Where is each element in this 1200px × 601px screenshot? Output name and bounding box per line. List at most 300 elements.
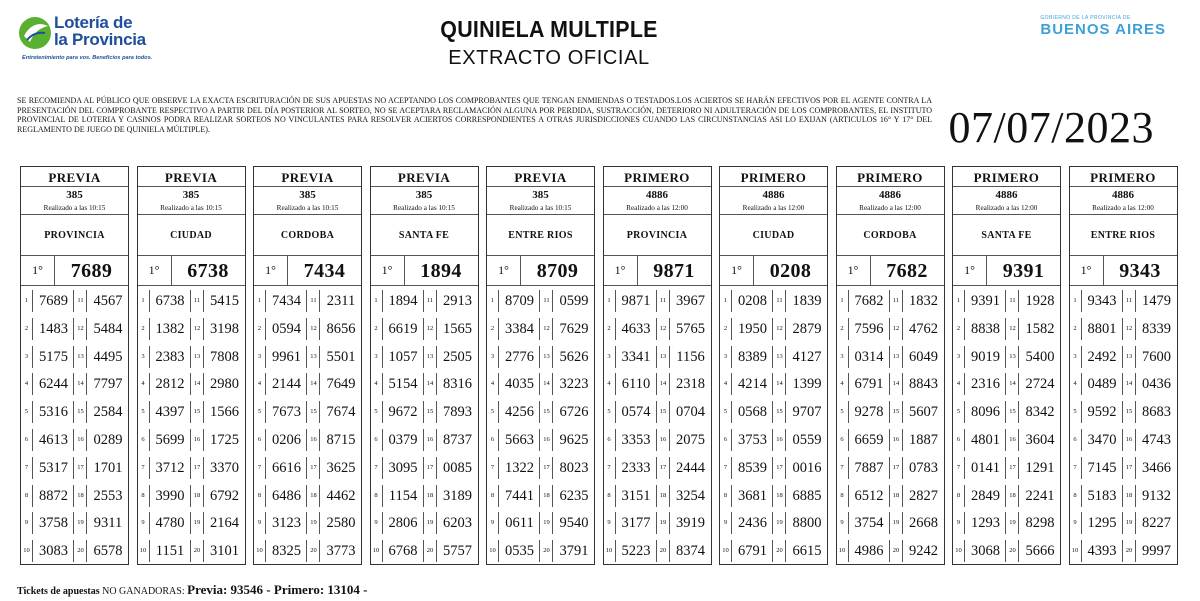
jurisdiction-name: PROVINCIA <box>604 215 711 256</box>
prize-number: 0289 <box>93 431 123 448</box>
prize-position: 7 <box>138 457 150 479</box>
prize-cell <box>487 457 540 479</box>
prize-position: 9 <box>487 512 499 534</box>
prize-cell <box>837 401 890 423</box>
prize-number: 2436 <box>738 515 767 532</box>
prize-cell <box>192 512 245 534</box>
prize-position: 15 <box>1007 401 1019 423</box>
prize-number: 2668 <box>909 515 938 532</box>
prize-position: 5 <box>254 401 266 423</box>
prize-number: 1322 <box>505 459 534 476</box>
prize-number: 5626 <box>559 348 589 365</box>
prize-number: 8656 <box>326 320 356 337</box>
prize-number: 3198 <box>210 320 239 337</box>
prize-position: 18 <box>192 485 204 507</box>
prize-position: 20 <box>1124 540 1136 562</box>
result-column <box>253 166 362 565</box>
result-column <box>20 166 129 565</box>
draw-name: PRIMERO <box>720 167 827 187</box>
prize-position: 3 <box>487 346 499 368</box>
prize-cell <box>138 318 191 340</box>
prize-position: 18 <box>1007 485 1019 507</box>
prize-position: 14 <box>774 373 786 395</box>
prize-position: 15 <box>1124 401 1136 423</box>
prize-position: 20 <box>192 540 204 562</box>
draw-time: Realizado a las 10:15 <box>21 203 128 215</box>
prize-position: 11 <box>541 290 553 312</box>
prize-cell <box>425 485 478 507</box>
prize-cell <box>541 457 594 479</box>
prize-position: 5 <box>837 401 849 423</box>
prize-position: 14 <box>891 373 903 395</box>
prize-position: 20 <box>774 540 786 562</box>
prize-position: 9 <box>604 512 616 534</box>
prize-number: 3177 <box>621 515 651 532</box>
prize-position: 1 <box>953 290 965 312</box>
draw-time: Realizado a las 10:15 <box>254 203 361 215</box>
prize-row <box>720 287 827 315</box>
prize-cell <box>254 457 307 479</box>
prize-number: 3370 <box>210 459 239 476</box>
prize-row <box>1070 370 1177 398</box>
prize-cell <box>541 346 594 368</box>
prize-cell <box>487 318 540 340</box>
prize-row <box>371 370 478 398</box>
prize-number: 9540 <box>559 515 589 532</box>
prize-number: 9997 <box>1142 543 1171 560</box>
prize-row <box>487 398 594 426</box>
prize-cell <box>604 290 657 312</box>
prize-number: 2812 <box>155 376 185 393</box>
prize-row <box>254 426 361 454</box>
page-subtitle: EXTRACTO OFICIAL <box>448 47 650 69</box>
prize-row <box>254 537 361 565</box>
prize-cell <box>658 373 711 395</box>
prize-number: 1295 <box>1087 515 1117 532</box>
prize-number: 5765 <box>676 320 705 337</box>
prize-row <box>254 398 361 426</box>
prize-cell <box>254 290 307 312</box>
prize-position: 7 <box>1070 457 1082 479</box>
draw-time: Realizado a las 12:00 <box>953 203 1060 215</box>
prize-cell <box>837 540 890 562</box>
prize-cell <box>425 318 478 340</box>
prize-number: 7893 <box>443 404 472 421</box>
prize-position: 6 <box>604 429 616 451</box>
prize-number: 4127 <box>792 348 822 365</box>
prize-number: 1928 <box>1025 293 1055 309</box>
prize-position: 19 <box>425 512 437 534</box>
draw-name: PRIMERO <box>1070 167 1177 187</box>
prize-number: 1479 <box>1142 293 1171 309</box>
prize-position: 11 <box>75 290 87 312</box>
prize-cell <box>953 457 1006 479</box>
prize-number: 0206 <box>272 431 301 448</box>
prize-cell <box>1124 346 1177 368</box>
prize-position: 16 <box>192 429 204 451</box>
prize-cell <box>1070 457 1123 479</box>
prize-cell <box>254 485 307 507</box>
prize-cell <box>953 485 1006 507</box>
result-column <box>952 166 1061 565</box>
prize-position: 1 <box>604 290 616 312</box>
prize-number: 6049 <box>909 348 938 365</box>
prize-cell <box>425 346 478 368</box>
prize-position: 7 <box>371 457 383 479</box>
prize-cell <box>75 290 128 312</box>
prize-cell <box>541 290 594 312</box>
first-prize <box>604 256 711 286</box>
prize-position: 2 <box>371 318 383 340</box>
prize-position: 10 <box>21 540 33 562</box>
prize-number: 3123 <box>272 515 301 532</box>
prize-position: 17 <box>891 457 903 479</box>
prize-cell <box>192 540 245 562</box>
prize-number: 8801 <box>1087 320 1117 337</box>
prize-cell <box>658 485 711 507</box>
prize-cell <box>371 512 424 534</box>
prize-position: 19 <box>541 512 553 534</box>
prize-row <box>720 315 827 343</box>
prize-number: 9871 <box>621 293 651 309</box>
prize-number: 7441 <box>505 487 534 504</box>
draw-time: Realizado a las 12:00 <box>720 203 827 215</box>
prize-number: 5757 <box>443 543 472 560</box>
prize-row <box>1070 509 1177 537</box>
prize-cell <box>953 429 1006 451</box>
prize-number: 1382 <box>155 320 185 337</box>
prize-position: 6 <box>21 429 33 451</box>
draw-name: PRIMERO <box>953 167 1060 187</box>
prize-number: 1950 <box>738 320 767 337</box>
jurisdiction-name: SANTA FE <box>953 215 1060 256</box>
first-prize-label: 1° <box>1070 256 1104 285</box>
prize-number: 3223 <box>559 376 589 393</box>
prize-number: 0559 <box>792 431 822 448</box>
prize-position: 9 <box>138 512 150 534</box>
draw-number: 4886 <box>879 189 901 201</box>
prize-number: 2492 <box>1087 348 1117 365</box>
footer-label: Tickets de apuestas <box>17 586 100 597</box>
prize-number: 4633 <box>621 320 651 337</box>
prize-row <box>21 426 128 454</box>
prize-cell <box>21 512 74 534</box>
prize-cell <box>1007 346 1060 368</box>
first-prize-number: 1894 <box>420 260 462 282</box>
prize-row <box>953 398 1060 426</box>
prize-position: 3 <box>371 346 383 368</box>
prize-position: 11 <box>308 290 320 312</box>
draw-number: 4886 <box>762 189 785 201</box>
prize-cell <box>425 540 478 562</box>
prize-position: 7 <box>720 457 732 479</box>
gov-small-text: GOBIERNO DE LA PROVINCIA DE <box>1040 15 1131 21</box>
prize-cell <box>371 540 424 562</box>
prize-cell <box>192 401 245 423</box>
prize-position: 6 <box>1070 429 1082 451</box>
prize-position: 1 <box>254 290 266 312</box>
prize-cell <box>308 457 361 479</box>
prize-cell <box>487 485 540 507</box>
prize-cell <box>1070 318 1123 340</box>
jurisdiction-name: CIUDAD <box>138 215 245 256</box>
prize-number: 3625 <box>326 459 356 476</box>
prize-position: 3 <box>837 346 849 368</box>
prize-position: 20 <box>891 540 903 562</box>
prize-row <box>371 509 478 537</box>
prize-cell <box>774 318 827 340</box>
prize-row <box>487 482 594 510</box>
prize-cell <box>658 318 711 340</box>
prize-number: 0704 <box>676 404 705 421</box>
prize-cell <box>774 401 827 423</box>
prize-row <box>1070 287 1177 315</box>
prize-number: 4567 <box>93 293 123 309</box>
prize-row <box>371 454 478 482</box>
draw-number: 4886 <box>995 189 1018 201</box>
prize-number: 9132 <box>1142 487 1171 504</box>
prize-number: 1483 <box>39 320 68 337</box>
prize-position: 8 <box>1070 485 1082 507</box>
prize-number: 0535 <box>505 543 534 560</box>
prize-position: 6 <box>720 429 732 451</box>
prize-number: 3151 <box>621 487 651 504</box>
prize-number: 9672 <box>388 404 418 421</box>
prize-cell <box>192 457 245 479</box>
prize-row <box>21 454 128 482</box>
prize-number: 2827 <box>909 487 938 504</box>
prize-cell <box>891 540 944 562</box>
prize-number: 3083 <box>39 543 68 560</box>
prize-cell <box>1124 429 1177 451</box>
prize-number: 7145 <box>1087 459 1117 476</box>
prize-position: 3 <box>720 346 732 368</box>
prize-number: 5663 <box>505 431 534 448</box>
prize-cell <box>21 457 74 479</box>
prize-position: 1 <box>371 290 383 312</box>
prize-position: 15 <box>774 401 786 423</box>
prize-row <box>720 537 827 565</box>
prize-number: 5501 <box>326 348 356 365</box>
prize-position: 6 <box>953 429 965 451</box>
first-prize-label: 1° <box>837 256 871 285</box>
prize-cell <box>1124 318 1177 340</box>
prize-cell <box>658 346 711 368</box>
draw-number: 385 <box>182 189 200 201</box>
prize-position: 17 <box>774 457 786 479</box>
prize-cell <box>487 512 540 534</box>
prize-position: 2 <box>487 318 499 340</box>
prize-position: 10 <box>953 540 965 562</box>
prize-cell <box>1124 512 1177 534</box>
prize-row <box>371 398 478 426</box>
prize-number: 5666 <box>1025 543 1055 560</box>
prize-list <box>254 287 361 560</box>
prize-number: 7649 <box>326 376 356 393</box>
prize-row <box>138 343 245 371</box>
draw-time: Realizado a las 10:15 <box>138 203 245 215</box>
prize-number: 8316 <box>443 376 472 393</box>
prize-position: 1 <box>487 290 499 312</box>
draw-name: PREVIA <box>487 167 594 187</box>
prize-number: 2311 <box>326 293 356 309</box>
prize-row <box>837 509 944 537</box>
prize-cell <box>953 373 1006 395</box>
prize-row <box>837 537 944 565</box>
draw-number: 385 <box>66 189 83 201</box>
draw-name: PRIMERO <box>604 167 711 187</box>
prize-cell <box>1007 373 1060 395</box>
prize-number: 2724 <box>1025 376 1055 393</box>
prize-row <box>953 454 1060 482</box>
prize-cell <box>75 401 128 423</box>
prize-number: 2806 <box>388 515 418 532</box>
prize-number: 8325 <box>272 543 301 560</box>
prize-number: 4613 <box>39 431 68 448</box>
prize-cell <box>891 401 944 423</box>
prize-number: 5484 <box>93 320 123 337</box>
prize-row <box>487 287 594 315</box>
prize-position: 5 <box>371 401 383 423</box>
prize-position: 17 <box>658 457 670 479</box>
prize-cell <box>774 457 827 479</box>
prize-position: 17 <box>541 457 553 479</box>
jurisdiction-name: ENTRE RIOS <box>1070 215 1177 256</box>
prize-position: 11 <box>774 290 786 312</box>
prize-position: 8 <box>138 485 150 507</box>
first-prize-label: 1° <box>604 256 638 285</box>
prize-position: 17 <box>425 457 437 479</box>
prize-position: 13 <box>1007 346 1019 368</box>
jurisdiction-name: PROVINCIA <box>21 215 128 256</box>
first-prize-label: 1° <box>953 256 987 285</box>
prize-cell <box>75 512 128 534</box>
prize-cell <box>891 318 944 340</box>
prize-cell <box>138 373 191 395</box>
prize-position: 12 <box>541 318 553 340</box>
prize-row <box>720 398 827 426</box>
prize-row <box>720 509 827 537</box>
prize-cell <box>21 429 74 451</box>
prize-cell <box>604 485 657 507</box>
first-prize-number: 9391 <box>1002 260 1045 282</box>
prize-cell <box>1070 401 1123 423</box>
prize-number: 4801 <box>971 431 1000 448</box>
prize-cell <box>1070 540 1123 562</box>
prize-cell <box>774 290 827 312</box>
prize-cell <box>308 373 361 395</box>
prize-cell <box>604 429 657 451</box>
prize-number: 1832 <box>909 293 938 309</box>
prize-position: 4 <box>254 373 266 395</box>
prize-number: 9707 <box>792 404 822 421</box>
prize-cell <box>541 429 594 451</box>
jurisdiction-name: CORDOBA <box>837 215 944 256</box>
prize-position: 16 <box>1124 429 1136 451</box>
prize-cell <box>774 429 827 451</box>
prize-row <box>21 315 128 343</box>
prize-position: 4 <box>138 373 150 395</box>
prize-position: 20 <box>308 540 320 562</box>
prize-position: 15 <box>75 401 87 423</box>
prize-number: 9019 <box>971 348 1000 365</box>
prize-position: 9 <box>720 512 732 534</box>
prize-position: 14 <box>658 373 670 395</box>
prize-number: 8298 <box>1025 515 1055 532</box>
prize-position: 14 <box>541 373 553 395</box>
prize-position: 8 <box>720 485 732 507</box>
prize-cell <box>308 540 361 562</box>
prize-position: 2 <box>953 318 965 340</box>
prize-row <box>254 454 361 482</box>
prize-position: 12 <box>192 318 204 340</box>
prize-cell <box>1124 373 1177 395</box>
prize-cell <box>192 318 245 340</box>
prize-cell <box>604 540 657 562</box>
prize-cell <box>138 429 191 451</box>
prize-position: 11 <box>891 290 903 312</box>
prize-position: 7 <box>21 457 33 479</box>
result-column <box>603 166 712 565</box>
first-prize-number: 7689 <box>70 260 113 282</box>
prize-cell <box>138 540 191 562</box>
prize-cell <box>21 346 74 368</box>
prize-position: 13 <box>192 346 204 368</box>
prize-position: 12 <box>425 318 437 340</box>
prize-cell <box>1124 457 1177 479</box>
prize-row <box>371 315 478 343</box>
prize-position: 16 <box>891 429 903 451</box>
prize-row <box>953 509 1060 537</box>
prize-position: 11 <box>1124 290 1136 312</box>
prize-number: 2318 <box>676 376 705 393</box>
prize-position: 14 <box>75 373 87 395</box>
prize-position: 10 <box>837 540 849 562</box>
prize-row <box>604 343 711 371</box>
prize-row <box>138 287 245 315</box>
prize-cell <box>21 373 74 395</box>
prize-number: 3384 <box>505 320 534 337</box>
prize-position: 15 <box>658 401 670 423</box>
prize-row <box>604 509 711 537</box>
prize-number: 7682 <box>854 293 884 309</box>
prize-position: 5 <box>604 401 616 423</box>
prize-position: 2 <box>138 318 150 340</box>
prize-number: 3095 <box>388 459 418 476</box>
prize-row <box>254 482 361 510</box>
prize-number: 2584 <box>93 404 123 421</box>
prize-row <box>254 343 361 371</box>
prize-number: 1399 <box>792 376 822 393</box>
prize-position: 14 <box>192 373 204 395</box>
prize-position: 5 <box>138 401 150 423</box>
prize-cell <box>891 346 944 368</box>
prize-row <box>953 482 1060 510</box>
prize-position: 19 <box>75 512 87 534</box>
prize-number: 2913 <box>443 293 472 309</box>
prize-cell <box>720 540 773 562</box>
draw-name: PREVIA <box>371 167 478 187</box>
prize-row <box>837 287 944 315</box>
prize-number: 6110 <box>621 376 651 393</box>
prize-row <box>837 482 944 510</box>
prize-number: 7797 <box>93 376 123 393</box>
prize-cell <box>774 373 827 395</box>
prize-position: 17 <box>192 457 204 479</box>
prize-row <box>21 537 128 565</box>
prize-row <box>21 287 128 315</box>
prize-number: 0436 <box>1142 376 1171 393</box>
